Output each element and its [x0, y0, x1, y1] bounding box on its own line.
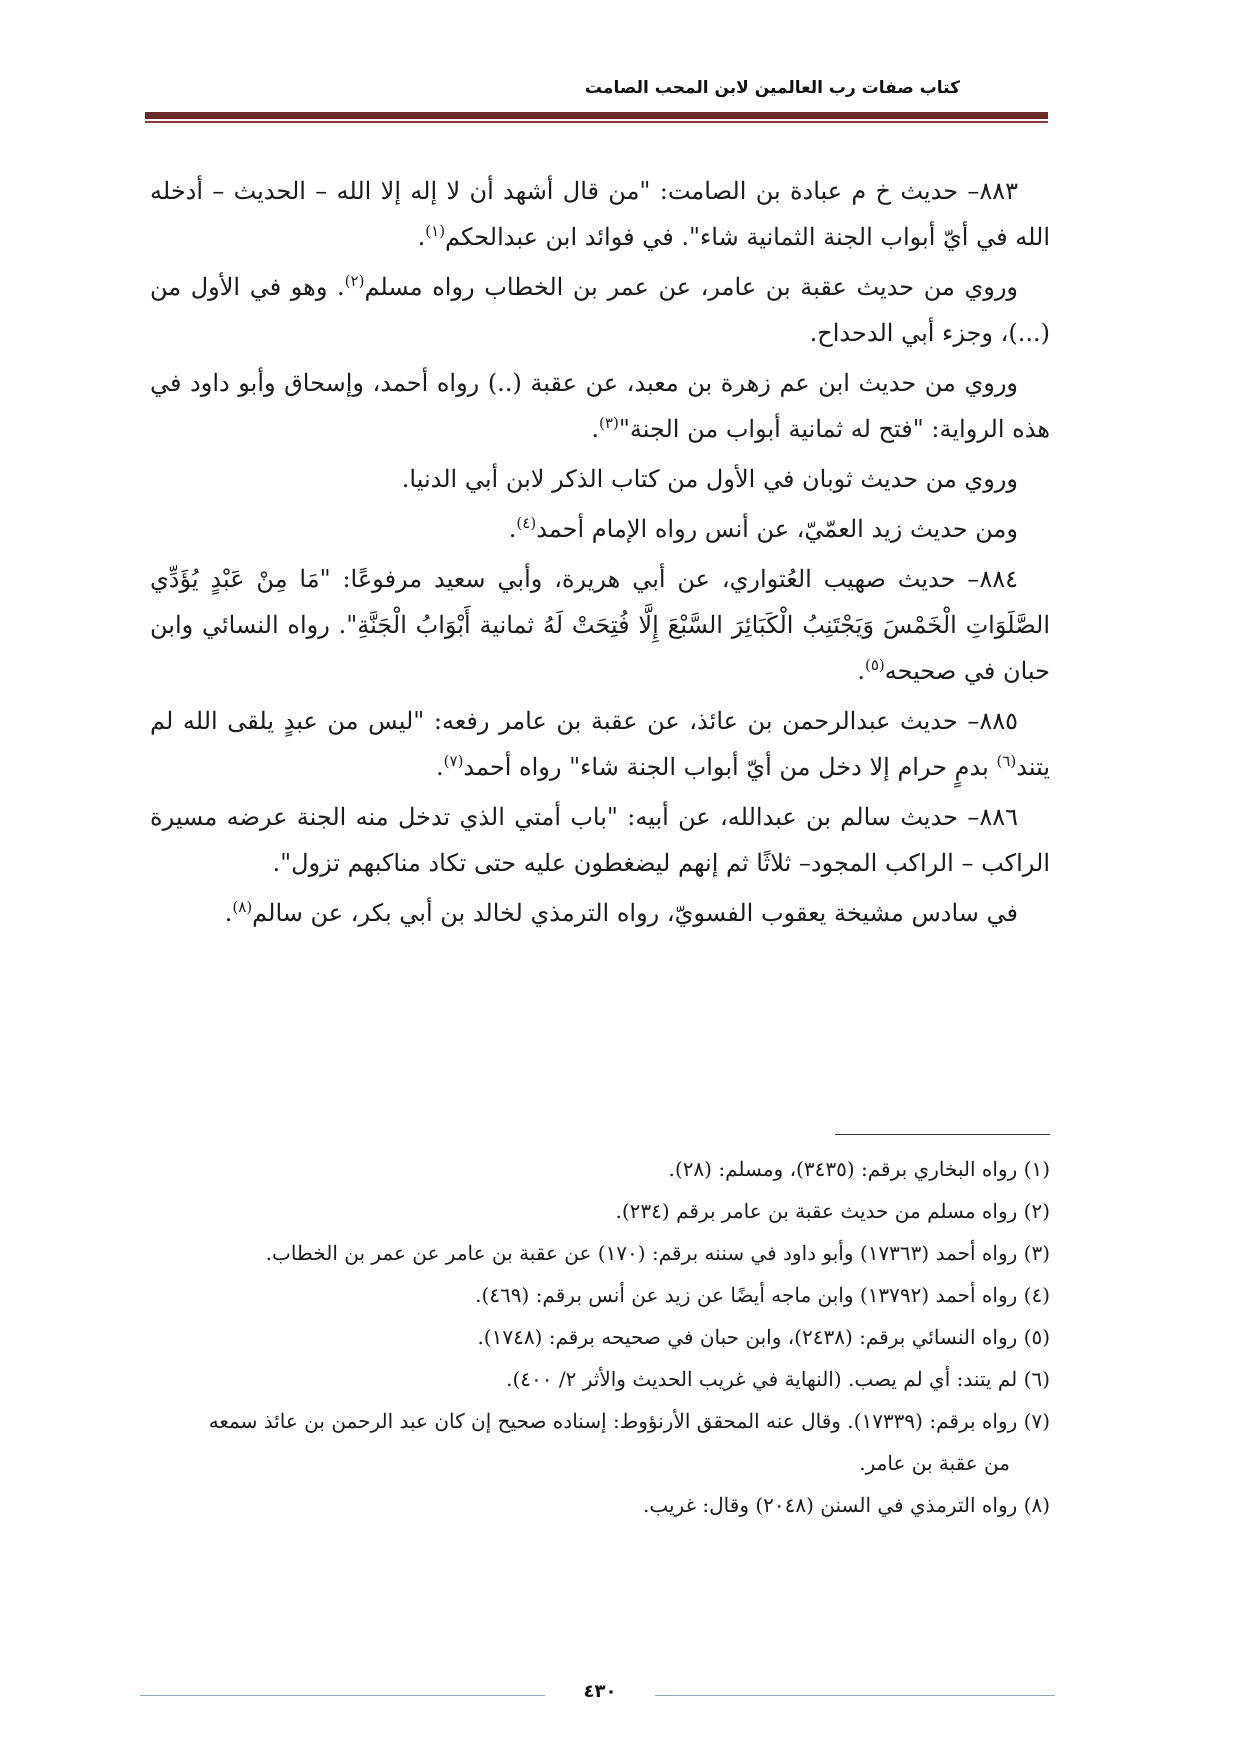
footnote-5 — [130, 1316, 1050, 1358]
footnote-7 — [130, 1400, 1050, 1484]
footnote-ref[interactable]: (٧) — [443, 752, 464, 770]
paragraph-text: ٨٨٥– حديث عبدالرحمن بن عائذ، عن عقبة بن عامر رفعه: "ليس من عبدٍ يلقى الله لم يتند — [150, 707, 1050, 781]
footer-rule-left — [140, 1695, 545, 1696]
footnote-number: (٣) — [1023, 1241, 1050, 1265]
footnote-number: (٧) — [1023, 1409, 1050, 1433]
main-text — [150, 168, 1050, 940]
paragraph-tail: . وهو في الأول من (...)، وجزء أبي الدحداح. — [150, 273, 1050, 347]
footnote-number: (٢) — [1023, 1199, 1050, 1223]
footnote-ref[interactable]: (١) — [425, 222, 446, 240]
header-rule — [145, 112, 1048, 119]
footnote-ref[interactable]: (٣) — [599, 414, 619, 432]
footnote-ref[interactable]: (٤) — [516, 514, 537, 532]
footnote-text: رواه الترمذي في السنن (٢٠٤٨) وقال: غريب. — [642, 1493, 1018, 1517]
footnote-text: رواه أحمد (١٧٣٦٣) وأبو داود في سننه برقم: (١٧٠) عن عقبة بن عامر عن عمر بن الخطاب. — [265, 1241, 1018, 1265]
footnote-number: (١) — [1023, 1157, 1050, 1181]
footnote-text: لم يتند: أي لم يصب. (النهاية في غريب الحديث والأثر ٢/ ٤٠٠). — [506, 1367, 1018, 1391]
paragraph-tail: . — [591, 415, 600, 443]
footnote-text: رواه النسائي برقم: (٢٤٣٨)، وابن حبان في صحيحه برقم: (١٧٤٨). — [477, 1325, 1018, 1349]
paragraph-fasawi — [150, 890, 1050, 936]
footnote-ref[interactable]: (٨) — [232, 898, 253, 916]
paragraph-text: ومن حديث زيد العمّيّ، عن أنس رواه الإمام أحمد — [536, 515, 1018, 543]
paragraph-884 — [150, 556, 1050, 694]
paragraph-text: ٨٨٤– حديث صهيب العُتواري، عن أبي هريرة، وأبي سعيد مرفوعًا: "مَا مِنْ عَبْدٍ يُؤَدِّي الصَّلَوَاتِ الْخَمْسَ وَيَجْتَنِبُ الْكَبَائِرَ السَّبْعَ إِلَّا فُتِحَتْ لَهُ ثمانية أَبْوَابُ الْجَنَّةِ". رواه النسائي وابن حبان في صحيحه — [150, 565, 1050, 685]
footer-rule-right — [655, 1695, 1055, 1696]
footnote-ref[interactable]: (٦) — [996, 752, 1017, 770]
paragraph-tail: . — [857, 657, 865, 685]
page-number: ٤٣٠ — [583, 1681, 617, 1702]
paragraph-text: ٨٨٣– حديث خ م عبادة بن الصامت: "من قال أشهد أن لا إله إلا الله – الحديث – أدخله الله في أيّ أبواب الجنة الثمانية شاء". في فوائد ابن عبدالحكم — [150, 177, 1050, 251]
paragraph-tail: . — [508, 515, 517, 543]
paragraph-text: وروي من حديث ابن عم زهرة بن معبد، عن عقبة (..) رواه أحمد، وإسحاق وأبو داود في هذه الرواية: "فتح له ثمانية أبواب من الجنة" — [150, 369, 1050, 443]
footnotes-section — [130, 1148, 1050, 1526]
footnote-continuation: من عقبة بن عامر. — [859, 1451, 1010, 1475]
footnote-separator — [835, 1134, 1050, 1135]
footnote-1 — [130, 1148, 1050, 1190]
footnote-6 — [130, 1358, 1050, 1400]
footnote-ref[interactable]: (٥) — [864, 656, 885, 674]
footnote-number: (٦) — [1023, 1367, 1050, 1391]
footnote-ref[interactable]: (٢) — [344, 272, 365, 290]
paragraph-uqba — [150, 264, 1050, 356]
paragraph-883 — [150, 168, 1050, 260]
paragraph-text: ٨٨٦– حديث سالم بن عبدالله، عن أبيه: "باب أمتي الذي تدخل منه الجنة عرضه مسيرة الراكب – الراكب المجود– ثلاثًا ثم إنهم ليضغطون عليه حتى تكاد مناكبهم تزول". — [150, 803, 1050, 877]
footnote-number: (٨) — [1023, 1493, 1050, 1517]
paragraph-text: وروي من حديث ثوبان في الأول من كتاب الذكر لابن أبي الدنيا. — [401, 465, 1018, 493]
running-header-title: كتاب صفات رب العالمين لابن المحب الصامت — [584, 78, 960, 98]
footnote-number: (٤) — [1023, 1283, 1050, 1307]
paragraph-thawban — [150, 456, 1050, 502]
footnote-number: (٥) — [1023, 1325, 1050, 1349]
paragraph-zahra — [150, 360, 1050, 452]
footnote-text: رواه أحمد (١٣٧٩٢) وابن ماجه أيضًا عن زيد عن أنس برقم: (٤٦٩). — [475, 1283, 1018, 1307]
paragraph-885 — [150, 698, 1050, 790]
paragraph-886 — [150, 794, 1050, 886]
paragraph-tail: . — [417, 223, 426, 251]
footnote-3 — [130, 1232, 1050, 1274]
footnote-4 — [130, 1274, 1050, 1316]
paragraph-text: في سادس مشيخة يعقوب الفسويّ، رواه الترمذي لخالد بن أبي بكر، عن سالم — [252, 899, 1018, 927]
footnote-2 — [130, 1190, 1050, 1232]
header-rule-thin — [145, 121, 1048, 123]
footnote-text: رواه برقم: (١٧٣٣٩). وقال عنه المحقق الأرنؤوط: إسناده صحيح إن كان عبد الرحمن بن عائذ سمعه — [208, 1409, 1018, 1433]
paragraph-text: وروي من حديث عقبة بن عامر، عن عمر بن الخطاب رواه مسلم — [364, 273, 1019, 301]
footnote-text: رواه مسلم من حديث عقبة بن عامر برقم (٢٣٤). — [615, 1199, 1018, 1223]
paragraph-tail: بدمٍ حرام إلا دخل من أيّ أبواب الجنة شاء" رواه أحمد — [463, 753, 997, 781]
footnote-8 — [130, 1484, 1050, 1526]
paragraph-tail: . — [224, 899, 233, 927]
paragraph-tail: . — [436, 753, 444, 781]
footnote-text: رواه البخاري برقم: (٣٤٣٥)، ومسلم: (٢٨). — [668, 1157, 1018, 1181]
paragraph-zayd — [150, 506, 1050, 552]
